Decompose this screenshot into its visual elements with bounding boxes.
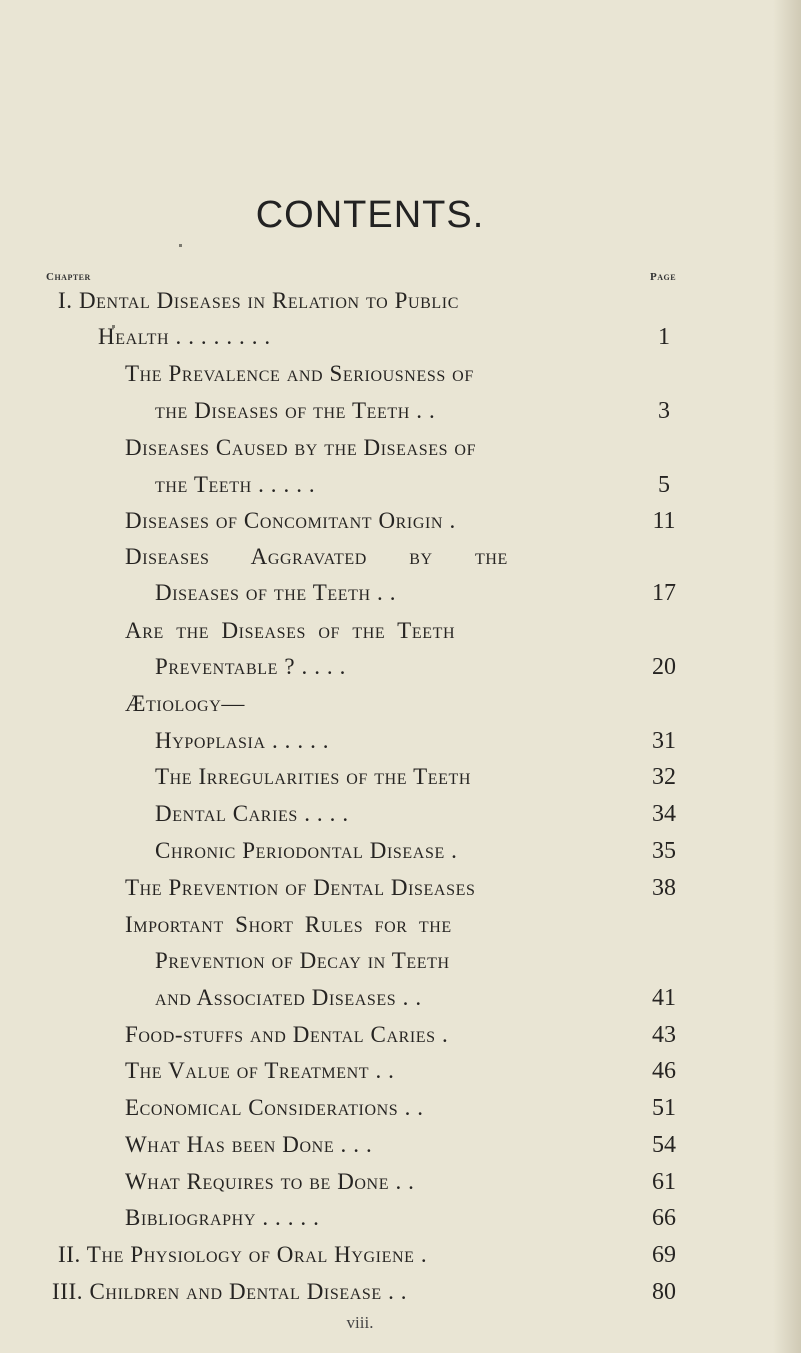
toc-line: The Prevention of Dental Diseases — [125, 875, 476, 900]
toc-line: Are the Diseases of the Teeth — [125, 618, 456, 643]
toc-line: the Diseases of the Teeth . . — [155, 398, 436, 423]
toc-line: Diseases Caused by the Diseases of — [125, 435, 477, 460]
toc-line: Ætiology— — [125, 691, 245, 716]
toc-page-number: 1 — [658, 324, 670, 350]
toc-page-number: 17 — [652, 580, 676, 606]
page-title: CONTENTS. — [255, 194, 485, 236]
toc-line: The Prevalence and Seriousness of — [125, 361, 474, 386]
toc-line: II. The Physiology of Oral Hygiene . — [58, 1242, 428, 1267]
toc-line: The Value of Treatment . . — [125, 1058, 395, 1083]
toc-line: Important Short Rules for the — [125, 912, 452, 937]
toc-page-number: 69 — [652, 1242, 676, 1268]
page-folio: viii. — [346, 1313, 374, 1332]
toc-page-number: 31 — [652, 728, 676, 754]
toc-line: Prevention of Decay in Teeth — [155, 948, 450, 973]
toc-page-number: 32 — [652, 764, 676, 790]
toc-line: Health . . . . . . . . — [98, 324, 271, 349]
toc-line: and Associated Diseases . . — [155, 985, 422, 1010]
toc-line: Diseases of the Teeth . . — [155, 580, 397, 605]
toc-line: The Irregularities of the Teeth — [155, 764, 472, 789]
toc-line: Chronic Periodontal Disease . — [155, 838, 458, 863]
toc-line: Preventable ? . . . . — [155, 654, 346, 679]
toc-page-number: 61 — [652, 1169, 676, 1195]
toc-line: Diseases Aggravated by the — [125, 544, 508, 569]
toc-page-number: 3 — [658, 398, 670, 424]
toc-line: Economical Considerations . . — [125, 1095, 424, 1120]
toc-page-number: 35 — [652, 838, 676, 864]
toc-page-number: 80 — [652, 1279, 676, 1305]
toc-page-number: 5 — [658, 472, 670, 498]
toc-page-number: 54 — [652, 1132, 676, 1158]
toc-line: III. Children and Dental Disease . . — [52, 1279, 408, 1304]
page-edge-shadow — [773, 0, 801, 1353]
toc-page-number: 34 — [652, 801, 676, 827]
chapter-column-label: Chapter — [46, 271, 91, 283]
toc-page-number: 11 — [652, 508, 676, 534]
toc-page-number: 41 — [652, 985, 676, 1011]
toc-line: Bibliography . . . . . — [125, 1205, 320, 1230]
toc-page-number: 66 — [652, 1205, 676, 1231]
toc-line: Food-stuffs and Dental Caries . — [125, 1022, 449, 1047]
toc-line: I. Dental Diseases in Relation to Public — [58, 288, 459, 313]
toc-line: What Has been Done . . . — [125, 1132, 373, 1157]
toc-page-number: 43 — [652, 1022, 676, 1048]
toc-page-number: 46 — [652, 1058, 676, 1084]
toc-line: Hypoplasia . . . . . — [155, 728, 330, 753]
toc-line: What Requires to be Done . . — [125, 1169, 415, 1194]
paper-fleck — [179, 244, 182, 247]
toc-line: Dental Caries . . . . — [155, 801, 349, 826]
toc-page-number: 38 — [652, 875, 676, 901]
toc-line: the Teeth . . . . . — [155, 472, 316, 497]
toc-page-number: 51 — [652, 1095, 676, 1121]
toc-line: Diseases of Concomitant Origin . — [125, 508, 456, 533]
page-column-label: Page — [650, 271, 677, 283]
toc-page-number: 20 — [652, 654, 676, 680]
